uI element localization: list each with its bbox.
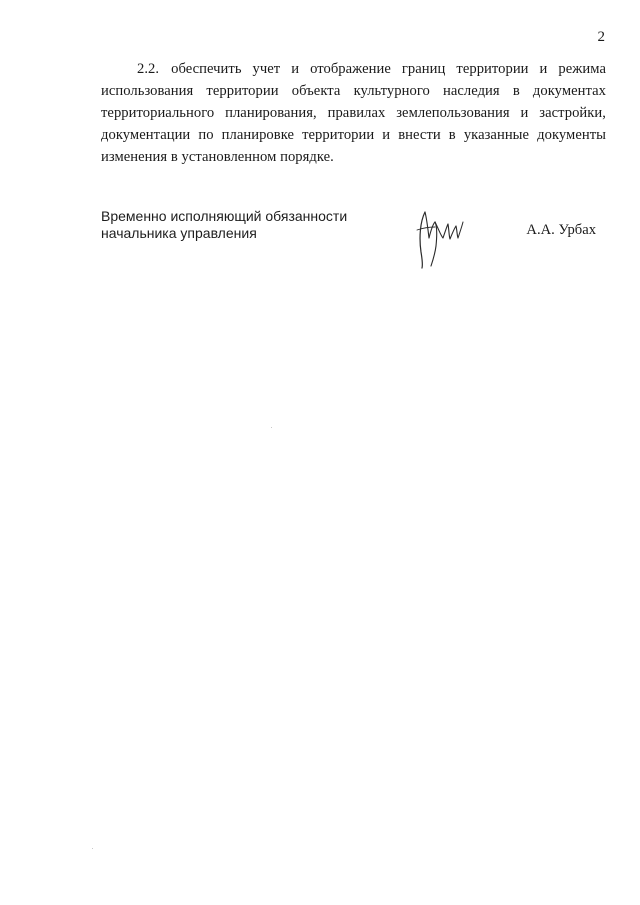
- handwritten-signature-icon: [411, 208, 471, 270]
- signer-name: А.А. Урбах: [526, 222, 596, 238]
- scan-speck: [271, 427, 272, 428]
- signer-position-line-1: Временно исполняющий обязанности: [101, 208, 348, 224]
- paragraph-2-2: [101, 58, 606, 168]
- signer-position-line-2: начальника управления: [101, 225, 257, 241]
- paragraph-text: обеспечить учет и отображение границ территории и режима использования территории объекта культурного наследия в документах территориального планирования, правилах землепользования и застройки, документации по планировке территории и внести в указанные документы изменения в установленном порядке.: [101, 61, 606, 165]
- signer-position: [101, 208, 347, 242]
- page-number: 2: [597, 29, 605, 45]
- signature-block: [101, 208, 606, 278]
- scan-speck: [92, 848, 93, 849]
- paragraph-number: 2.2.: [137, 61, 160, 77]
